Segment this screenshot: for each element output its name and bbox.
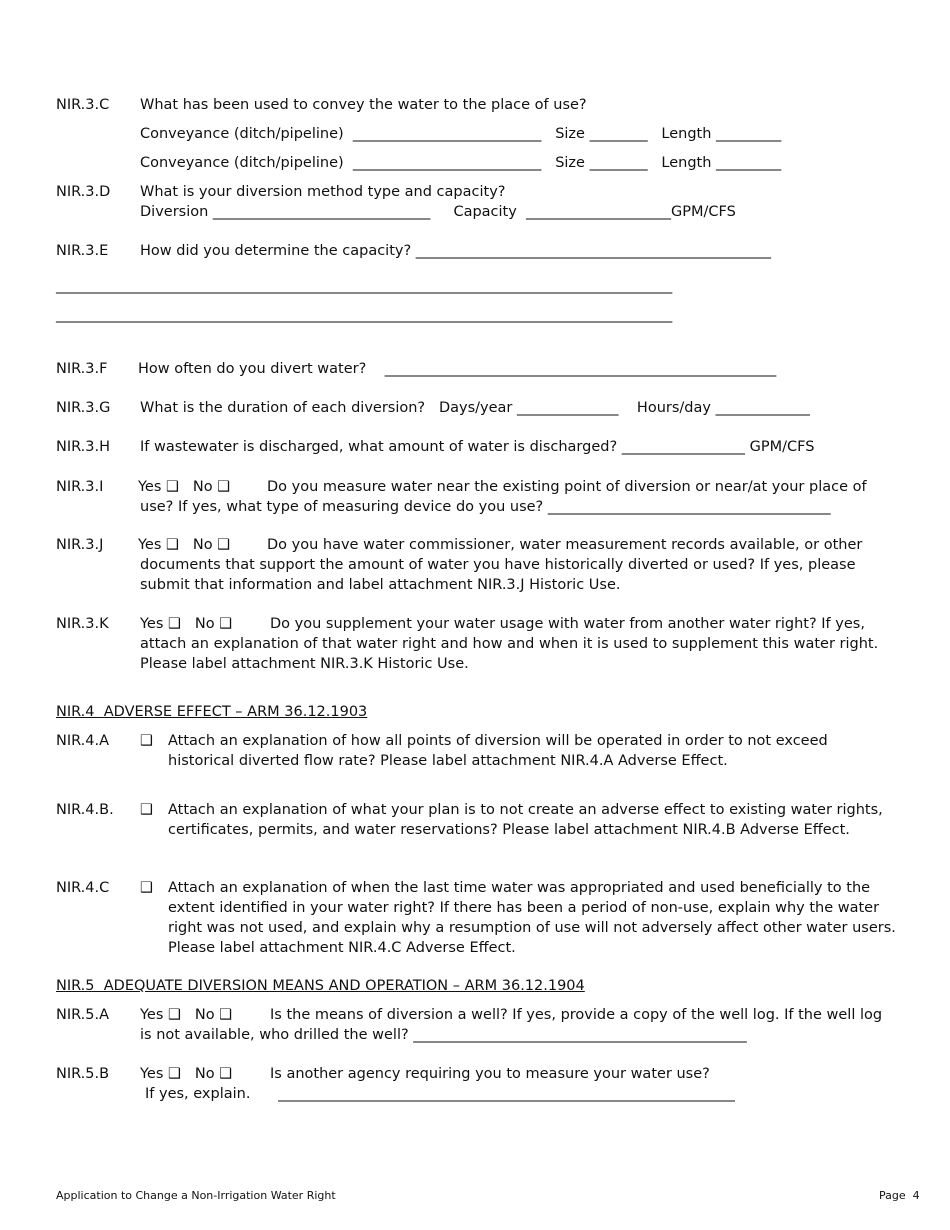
nir-3e-id: NIR.3.E: [56, 243, 109, 259]
nir-3e-answer-line-1[interactable]: _____________________________________________________________________________________: [56, 278, 673, 294]
nir-4c-text: Attach an explanation of when the last time water was appropriated and used beneficially to the extent identified in your water right? If there has been a period of non-use, explain why the water right was not used, and explain why a resumption of use will not adversely affect other water users. Please label attachment NIR.4.C Adverse Effect.: [168, 880, 896, 956]
nir-3h-question[interactable]: If wastewater is discharged, what amount of water is discharged? _________________ GPM/CFS: [140, 439, 815, 455]
nir-4c-id: NIR.4.C: [56, 880, 110, 896]
nir-3d-diversion-row[interactable]: Diversion ______________________________ Capacity ____________________GPM/CFS: [140, 204, 736, 220]
nir-3h-id: NIR.3.H: [56, 439, 111, 455]
nir-4b-text: Attach an explanation of what your plan is to not create an adverse effect to existing water rights, certificates, permits, and water reservations? Please label attachment NIR.4.B Adverse Effect.: [168, 802, 883, 838]
nir-3e-answer-line-2[interactable]: _____________________________________________________________________________________: [56, 307, 673, 323]
nir-4a-text: Attach an explanation of how all points of diversion will be operated in order to not exceed historical diverted flow rate? Please label attachment NIR.4.A Adverse Effect.: [168, 733, 828, 769]
nir-3f-question[interactable]: How often do you divert water? ______________________________________________________: [138, 361, 777, 377]
nir-3c-question: What has been used to convey the water to the place of use?: [140, 97, 587, 113]
nir-5a-yes-no[interactable]: Yes ❑ No ❑: [140, 1007, 233, 1023]
nir-3k-yes-no[interactable]: Yes ❑ No ❑: [140, 616, 233, 632]
nir-3e-question[interactable]: How did you determine the capacity? _________________________________________________: [140, 243, 772, 259]
nir-4a-id: NIR.4.A: [56, 733, 110, 749]
nir-5b-yes-no[interactable]: Yes ❑ No ❑: [140, 1066, 233, 1082]
nir-3g-question[interactable]: What is the duration of each diversion? Days/year ______________ Hours/day _____________: [140, 400, 810, 416]
nir-5b-explain-line[interactable]: If yes, explain. _______________________________________________________________: [145, 1086, 735, 1102]
nir-3i-yes-no[interactable]: Yes ❑ No ❑: [138, 479, 231, 495]
nir-5a-text: Is the means of diversion a well? If yes, provide a copy of the well log. If the well log is not available, who drilled the well? ______________________________________________: [140, 1007, 883, 1043]
nir-3c-conveyance-row-2[interactable]: Conveyance (ditch/pipeline) __________________________ Size ________ Length _________: [140, 155, 782, 171]
nir-3k-text: Do you supplement your water usage with water from another water right? If yes, attach an explanation of that water right and how and when it is used to supplement this water right. Please label attachment NIR.3.K Historic Use.: [140, 616, 879, 672]
nir-3d-id: NIR.3.D: [56, 184, 111, 200]
nir-3g-id: NIR.3.G: [56, 400, 111, 416]
nir-3j-yes-no[interactable]: Yes ❑ No ❑: [138, 537, 231, 553]
section-4-heading: NIR.4 ADVERSE EFFECT – ARM 36.12.1903: [56, 704, 368, 720]
section-5-heading: NIR.5 ADEQUATE DIVERSION MEANS AND OPERATION – ARM 36.12.1904: [56, 978, 585, 994]
nir-5a-id: NIR.5.A: [56, 1007, 110, 1023]
nir-3k-id: NIR.3.K: [56, 616, 109, 632]
nir-3i-text: Do you measure water near the existing point of diversion or near/at your place of use? If yes, what type of measuring device do you use? _______________________________________: [140, 479, 867, 515]
nir-3i-id: NIR.3.I: [56, 479, 104, 495]
nir-5b-id: NIR.5.B: [56, 1066, 110, 1082]
nir-3c-id: NIR.3.C: [56, 97, 110, 113]
nir-3f-id: NIR.3.F: [56, 361, 108, 377]
footer-title: Application to Change a Non-Irrigation Water Right: [56, 1189, 336, 1202]
nir-4b-checkbox[interactable]: ❑: [140, 802, 153, 818]
nir-3c-conveyance-row-1[interactable]: Conveyance (ditch/pipeline) __________________________ Size ________ Length _________: [140, 126, 782, 142]
nir-4a-checkbox[interactable]: ❑: [140, 733, 153, 749]
nir-3j-id: NIR.3.J: [56, 537, 104, 553]
nir-3j-text: Do you have water commissioner, water measurement records available, or other documents that support the amount of water you have historically diverted or used? If yes, please submit that information and label attachment NIR.3.J Historic Use.: [140, 537, 863, 593]
nir-4c-checkbox[interactable]: ❑: [140, 880, 153, 896]
nir-4b-id: NIR.4.B.: [56, 802, 114, 818]
nir-5b-text: Is another agency requiring you to measure your water use?: [270, 1066, 710, 1082]
page-number: Page 4: [879, 1189, 920, 1202]
nir-3d-question: What is your diversion method type and capacity?: [140, 184, 506, 200]
